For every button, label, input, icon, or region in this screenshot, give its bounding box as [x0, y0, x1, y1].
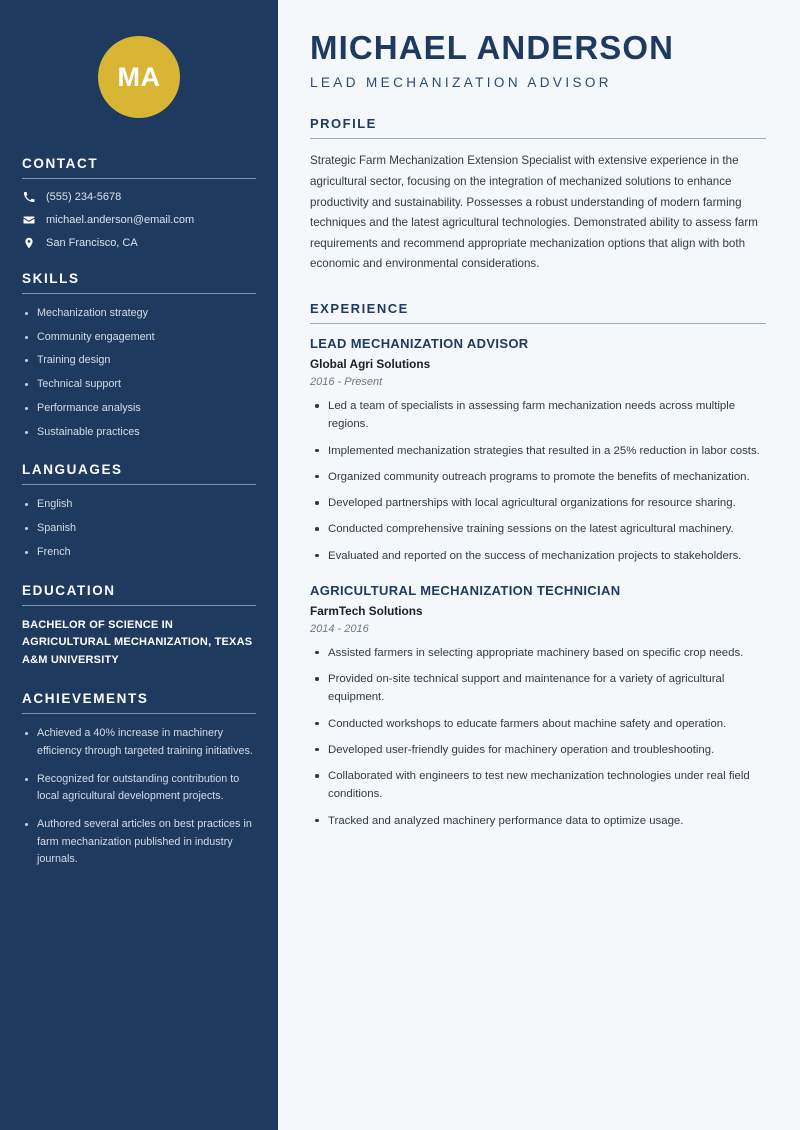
list-item: French [22, 544, 256, 561]
envelope-icon [22, 213, 35, 226]
sidebar-section-achievements [22, 691, 256, 868]
contact-item-location[interactable] [22, 236, 256, 249]
main-section-experience [310, 301, 766, 830]
education-divider [22, 605, 256, 606]
sidebar-section-contact [22, 156, 256, 249]
achievements-heading: ACHIEVEMENTS [22, 691, 149, 707]
skills-heading: SKILLS [22, 271, 80, 286]
sidebar-section-skills [22, 271, 256, 440]
contact-divider [22, 178, 256, 179]
job-company: Global Agri Solutions [310, 357, 431, 372]
sidebar [0, 0, 278, 1130]
profile-heading: PROFILE [310, 116, 377, 132]
location-pin-icon [22, 236, 35, 249]
job-role-subtitle: LEAD MECHANIZATION ADVISOR [310, 75, 612, 91]
achievements-divider [22, 713, 256, 714]
experience-entry [310, 336, 766, 565]
list-item: Achieved a 40% increase in machinery efficiency through targeted training initiatives. [22, 725, 256, 760]
experience-heading: EXPERIENCE [310, 301, 409, 317]
list-item: Mechanization strategy [22, 305, 256, 322]
languages-list [22, 496, 256, 560]
job-dates: 2016 - Present [310, 376, 383, 389]
languages-divider [22, 484, 256, 485]
page-title: MICHAEL ANDERSON [310, 29, 675, 66]
list-item: English [22, 496, 256, 513]
contact-heading: CONTACT [22, 156, 99, 171]
job-title: AGRICULTURAL MECHANIZATION TECHNICIAN [310, 582, 621, 598]
list-item: Spanish [22, 520, 256, 537]
job-dates: 2014 - 2016 [310, 622, 369, 635]
list-item: Conducted comprehensive training sessions on the latest agricultural machinery. [310, 520, 766, 538]
list-item: Technical support [22, 376, 256, 393]
list-item: Developed partnerships with local agricultural organizations for resource sharing. [310, 494, 766, 512]
list-item: Authored several articles on best practices in farm mechanization published in industry journals. [22, 816, 256, 868]
contact-list [22, 190, 256, 249]
avatar-initials: MA [98, 36, 180, 118]
experience-divider [310, 323, 766, 324]
contact-location-value: San Francisco, CA [46, 236, 138, 249]
education-entry: BACHELOR OF SCIENCE IN AGRICULTURAL MECHANIZATION, TEXAS A&M UNIVERSITY [22, 618, 253, 666]
job-bullets [310, 644, 766, 830]
languages-heading: LANGUAGES [22, 462, 123, 478]
list-item: Tracked and analyzed machinery performance data to optimize usage. [310, 812, 766, 830]
phone-icon [22, 190, 35, 203]
list-item: Performance analysis [22, 400, 256, 417]
list-item: Organized community outreach programs to promote the benefits of mechanization. [310, 468, 766, 486]
job-bullets [310, 397, 766, 565]
list-item: Assisted farmers in selecting appropriate machinery based on specific crop needs. [310, 644, 766, 662]
sidebar-section-languages [22, 462, 256, 560]
sidebar-section-education [22, 583, 256, 670]
list-item: Evaluated and reported on the success of mechanization projects to stakeholders. [310, 547, 766, 565]
contact-email-value: michael.anderson@email.com [46, 213, 195, 226]
main-section-profile [310, 116, 766, 275]
list-item: Led a team of specialists in assessing farm mechanization needs across multiple regions. [310, 397, 766, 434]
list-item: Training design [22, 352, 256, 369]
contact-item-email[interactable] [22, 213, 256, 226]
job-company: FarmTech Solutions [310, 603, 423, 618]
list-item: Sustainable practices [22, 424, 256, 441]
profile-text: Strategic Farm Mechanization Extension Specialist with extensive experience in the agricultural sector, focusing on the integration of mechanized solutions to enhance productivity and sustainability. Possesses a robust understanding of modern farming techniques and the latest agricultural technologies. Demonstrated ability to assess farm requirements and recommend appropriate mechanization options that align with both economic and environmental considerations. [310, 154, 758, 271]
experience-entry [310, 583, 766, 830]
achievements-list [22, 725, 256, 868]
list-item: Implemented mechanization strategies that resulted in a 25% reduction in labor costs. [310, 442, 766, 460]
profile-divider [310, 138, 766, 139]
main-content [278, 0, 800, 1130]
skills-divider [22, 293, 256, 294]
list-item: Recognized for outstanding contribution to local agricultural development projects. [22, 771, 256, 806]
list-item: Provided on-site technical support and maintenance for a variety of agricultural equipment. [310, 670, 766, 707]
avatar-container [22, 0, 256, 156]
list-item: Developed user-friendly guides for machinery operation and troubleshooting. [310, 741, 766, 759]
job-title: LEAD MECHANIZATION ADVISOR [310, 336, 529, 352]
contact-item-phone[interactable] [22, 190, 256, 203]
contact-phone-value: (555) 234-5678 [46, 190, 122, 203]
list-item: Community engagement [22, 329, 256, 346]
list-item: Collaborated with engineers to test new mechanization technologies under real field conditions. [310, 767, 766, 804]
list-item: Conducted workshops to educate farmers about machine safety and operation. [310, 715, 766, 733]
skills-list [22, 305, 256, 440]
education-heading: EDUCATION [22, 582, 116, 598]
